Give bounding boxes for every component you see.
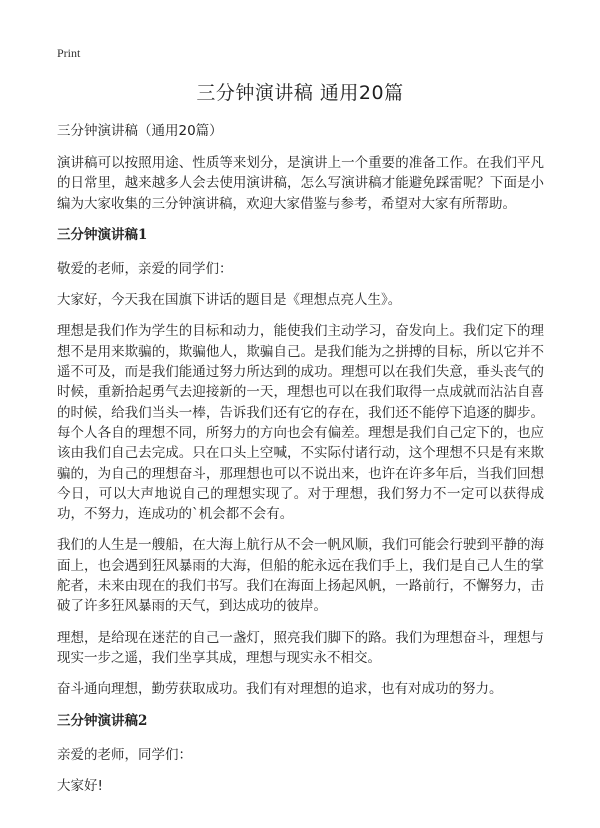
document-body [57, 121, 544, 807]
greeting-paragraph: 大家好! [57, 777, 103, 794]
speech-section-2 [57, 711, 544, 797]
intro-paragraph: 演讲稿可以按照用途、性质等来划分，是演讲上一个重要的准备工作。在我们平凡的日常里，越来越多人会去使用演讲稿，怎么写演讲稿才能避免踩雷呢？下面是小编为大家收集的三分钟演讲稿，欢迎大家借鉴与参考，希望对大家有所帮助。 [57, 155, 544, 212]
greeting-paragraph: 大家好，今天我在国旗下讲话的题目是《理想点亮人生》。 [57, 292, 402, 309]
body-paragraph: 我们的人生是一艘船，在大海上航行从不会一帆风顺，我们可能会行驶到平静的海面上，也会遇到狂风暴雨的大海，但船的舵永远在我们手上，我们是自己人生的掌舵者，未来由现在的我们书写。我们在海面上扬起风帆，一路前行，不懈努力，击破了许多狂风暴雨的天气，到达成功的彼岸。 [57, 537, 544, 615]
document-subtitle: 三分钟演讲稿（通用20篇） [57, 123, 223, 139]
salutation: 敬爱的老师，亲爱的同学们： [57, 260, 233, 277]
section-heading: 三分钟演讲稿1 [57, 226, 148, 243]
body-paragraph: 奋斗通向理想，勤劳获取成功。我们有对理想的追求，也有对成功的努力。 [57, 681, 503, 698]
body-paragraph: 理想是我们作为学生的目标和动力，能使我们主动学习，奋发向上。我们定下的理想不是用来欺骗的，欺骗他人，欺骗自己。是我们能为之拼搏的目标，所以它并不遥不可及，而是我们能通过努力所达到的成功。理想可以在我们失意，垂头丧气的时候，重新拾起勇气去迎接新的一天，理想也可以在我们取得一点成就而沾沾自喜的时候，给我们当头一棒，告诉我们还有它的存在，我们还不能停下追逐的脚步。每个人各自的理想不同，所努力的方向也会有偏差。理想是我们自己定下的，也应该由我们自己去完成。只在口头上空喊，不实际付诸行动，这个理想不只是有来欺骗的，为自己的理想奋斗，那理想也可以不说出来，也许在许多年后，当我们回想今日，可以大声地说自己的理想实现了。对于理想，我们努力不一定可以获得成功，不努力，连成功的`机会都不会有。 [57, 323, 544, 523]
body-paragraph: 理想，是给现在迷茫的自己一盏灯，照亮我们脚下的路。我们为理想奋斗，理想与现实一步之遥，我们坐享其成，理想与现实永不相交。 [57, 629, 544, 666]
page-title: 三分钟演讲稿 通用20篇 [196, 82, 404, 104]
speech-section-1 [57, 225, 544, 700]
salutation: 亲爱的老师，同学们： [57, 746, 192, 763]
section-heading: 三分钟演讲稿2 [57, 712, 148, 729]
print-link[interactable]: Print [57, 46, 81, 60]
